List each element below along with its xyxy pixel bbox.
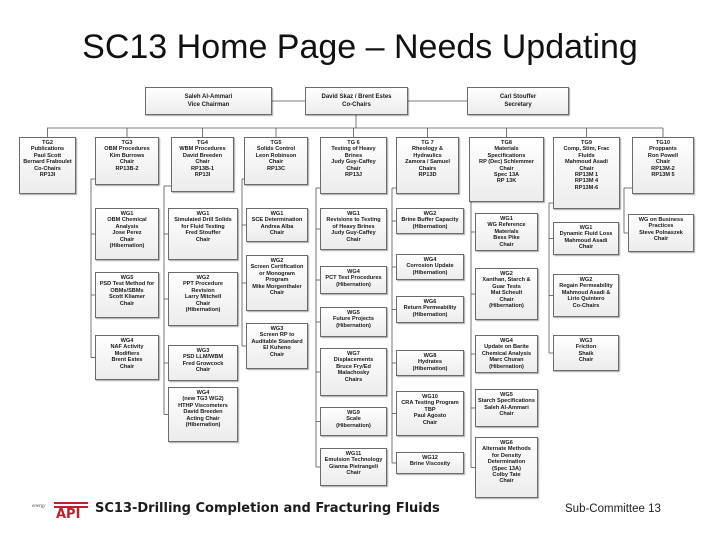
wg-box-c5d (396, 350, 464, 376)
box-line: Program (265, 277, 289, 284)
box-line: Chair (119, 159, 135, 166)
box-line: Solids Control (256, 146, 296, 153)
box-line: WG1 (500, 216, 513, 222)
box-line: Chair (499, 241, 514, 248)
box-line: (Hibernation) (336, 322, 371, 329)
box-line: or Monogram (259, 270, 295, 277)
wg-box-c4c (320, 307, 387, 337)
box-line: RP13J (344, 172, 363, 179)
box-line: Analysis (115, 223, 139, 230)
box-line: Scott Kliamer (108, 294, 146, 301)
box-line: (Hibernation) (109, 243, 145, 250)
box-line: Alternate Methods (482, 446, 531, 453)
box-line: NAF Activity (110, 344, 144, 351)
box-line: WG4 (120, 338, 134, 344)
box-line: Hydraulics (413, 152, 442, 159)
box-line: Leon Robinson (255, 152, 297, 159)
box-line: Proppants (649, 146, 677, 153)
box-line: Dynamic Fluid Loss (559, 231, 613, 238)
box-line: Chair (269, 230, 285, 237)
box-line: Chair (499, 296, 514, 303)
box-line: SCE Determination (251, 217, 303, 224)
wg-box-c5a (396, 208, 464, 234)
logo-bar-1 (54, 502, 88, 504)
box-line: RP13I (39, 172, 56, 179)
box-line: WG7 (347, 351, 360, 357)
box-line: RP13M 1 (574, 172, 599, 179)
box-line: TG3 (121, 140, 133, 146)
box-line: Future Projects (332, 316, 375, 323)
box-line: Chair (195, 159, 210, 166)
box-line: Revision (191, 287, 215, 294)
box-line: Gianna Pietrangeli (328, 463, 379, 470)
wg-box-c5b (396, 254, 464, 280)
box-line: Xanthan, Starch & (482, 277, 531, 284)
box-line: Chair (195, 236, 211, 243)
box-line: Emulsion Technology (324, 457, 383, 464)
box-line: Materials (494, 228, 519, 235)
box-line: WG4 (347, 269, 360, 275)
box-line: Larry Mitchell (184, 294, 222, 301)
box-line: RP13M 4 (574, 178, 599, 185)
box-line: David Breeden (182, 152, 223, 159)
box-line: Determination (487, 459, 526, 466)
box-line: Bernard Fraboulet (23, 159, 72, 166)
page-title: SC13 Home Page – Needs Updating (82, 28, 638, 66)
box-line: RP 13K (496, 178, 517, 185)
box-line: Chair (653, 236, 669, 243)
wg-box-c2b (168, 272, 238, 326)
wg-box-c2c (168, 345, 238, 381)
wg-box-c2a (168, 208, 238, 260)
box-line: Displacements (333, 357, 374, 364)
box-line: WG on Business (638, 217, 684, 223)
tg-box-tg10 (632, 137, 694, 194)
box-line: WG1 (120, 211, 134, 217)
box-line: Mike Morgenthaler (252, 283, 302, 290)
box-line: TBP (424, 406, 436, 413)
box-line: Mahmoud Asadi (564, 237, 608, 244)
box-line: Chair (195, 300, 211, 307)
top-box-cochairs (305, 87, 408, 115)
box-line: (Hibernation) (336, 281, 371, 288)
wg-box-c1c (95, 335, 159, 380)
box-line: (Hibernation) (412, 365, 448, 372)
box-line: Auditable Standard (251, 338, 303, 345)
box-line: Mat Scheult (490, 290, 523, 297)
wg-box-c5c (396, 296, 464, 323)
box-line: Fred Stouffer (185, 230, 221, 237)
box-line: Comp, Stim, Frac (563, 146, 610, 153)
box-line: (Hibernation) (412, 223, 448, 230)
logo-prefix: energy (32, 504, 46, 509)
box-line: Secretary (504, 102, 532, 108)
box-line: Testing of Heavy (331, 146, 376, 153)
wg-box-c5e (396, 391, 464, 436)
box-line: (Hibernation) (336, 422, 371, 429)
box-line: Hydrates (418, 359, 442, 366)
box-line: WG3 (270, 326, 284, 332)
wg-box-c6e (475, 437, 538, 498)
box-line: Colby Tate (492, 472, 521, 479)
box-line: Chair (346, 470, 361, 477)
box-line: WG12 (422, 455, 438, 461)
box-line: Chair (422, 419, 438, 426)
box-line: TG4 (197, 140, 208, 146)
box-line: Saleh Al-Ammari (184, 94, 233, 100)
box-line: Spec 13A (493, 172, 520, 179)
wg-box-c4d (320, 348, 387, 396)
box-line: Chair (655, 159, 671, 166)
top-box-vice (145, 87, 272, 115)
box-line: PSD Test Method for (99, 281, 155, 288)
box-line: WG9 (347, 410, 360, 416)
box-line: Chair (269, 290, 285, 297)
box-line: Simulated Drill Solids (174, 217, 232, 224)
box-line: Bess Pike (493, 235, 520, 242)
box-line: CRA Testing Program (401, 400, 459, 407)
box-line: Zamora / Samuel (405, 159, 450, 166)
wg-box-c6a (475, 213, 538, 251)
box-line: Vice Chairman (187, 102, 230, 108)
box-line: Screen RP to (259, 332, 295, 339)
box-line: WG3 (196, 348, 210, 354)
box-line: RP13D (418, 172, 437, 179)
box-line: Ron Powell (647, 152, 679, 159)
box-line: Regain Permeability (559, 283, 613, 290)
box-line: PSD LLM/WBM (182, 354, 224, 361)
box-line: TG5 (270, 140, 282, 146)
box-line: Paul Scott (33, 152, 62, 159)
box-line: TG2 (42, 140, 53, 146)
box-line: Chairs (344, 376, 363, 383)
wg-box-c7a (553, 222, 619, 255)
wg-box-c4b (320, 266, 387, 294)
box-line: (Hibernation) (412, 269, 448, 276)
box-line: HTHP Viscometers (178, 402, 228, 409)
tg-box-tg5 (244, 137, 308, 185)
box-line: Co-Chairs (342, 102, 371, 108)
box-line: Materials (494, 146, 519, 153)
footer-subcommittee: Sub-Committee 13 (565, 503, 661, 515)
wg-box-c7c (553, 335, 619, 371)
box-line: (Hibernation) (489, 303, 524, 310)
wg-box-c6d (475, 389, 538, 427)
box-line: Fred Growcock (182, 360, 224, 367)
box-line: RP (Dec) Schlemmer (479, 159, 534, 166)
box-line: Publications (30, 146, 65, 153)
box-line: Co-Chairs (34, 165, 61, 172)
box-line: Carl Stouffer (499, 94, 537, 100)
box-line: Scale (346, 416, 361, 423)
box-line: of Heavy Brines (332, 223, 375, 230)
wg-box-c2d (168, 387, 238, 442)
box-line: Friction (575, 344, 597, 351)
tg-box-tg9 (553, 137, 620, 209)
wg-box-c1a (95, 208, 159, 260)
box-line: Specifications (487, 152, 526, 159)
box-line: TG8 (501, 140, 512, 146)
box-line: Chair (346, 165, 361, 172)
box-line: Modifiers (114, 350, 140, 357)
box-line: WG1 (347, 211, 360, 217)
box-line: Bruce Fry/Ed (336, 363, 371, 370)
box-line: RP13B-2 (115, 165, 139, 172)
box-line: Corrosion Update (406, 263, 454, 270)
wg-box-c3c (246, 323, 308, 369)
box-line: Chair (119, 236, 135, 243)
box-line: Return Permeability (403, 305, 457, 312)
box-line: (Spec 13A) (492, 465, 521, 472)
box-line: TG 6 (347, 140, 360, 146)
box-line: PCT Test Procedures (325, 275, 382, 282)
box-line: Shaik (578, 350, 594, 357)
box-line: Co-Chairs (572, 302, 600, 309)
box-line: Chair (499, 478, 514, 485)
box-line: Chair (499, 165, 514, 172)
wg-box-c6b (475, 268, 538, 320)
wg-box-c1b (95, 272, 159, 318)
box-line: Mahmoud Asadi & (561, 289, 611, 296)
box-line: for Density (491, 452, 522, 459)
box-line: Chairs (418, 165, 437, 172)
box-line: Lirio Quintero (567, 296, 605, 303)
box-line: Mahmoud Asadi (565, 159, 608, 166)
box-line: David Breeden (183, 409, 223, 416)
box-line: WG6 (500, 440, 513, 446)
box-line: (Hibernation) (412, 311, 448, 318)
box-line: Jose Perez (112, 230, 142, 237)
box-line: RP13I (194, 172, 211, 179)
box-line: WG2 (270, 258, 284, 264)
tg-box-tg6 (320, 137, 387, 194)
tg-box-tg8 (469, 137, 544, 202)
box-line: Judy Guy-Caffey (331, 230, 376, 237)
box-line: (Hibernation) (489, 363, 524, 370)
box-line: Chair (119, 363, 135, 370)
wg-box-c4f (320, 448, 387, 486)
wg-box-c4a (320, 208, 387, 250)
box-line: Chair (579, 165, 594, 172)
tg-box-tg7 (396, 137, 459, 194)
box-line: Guar Tests (492, 283, 521, 290)
wg-box-c5f (396, 452, 464, 474)
box-line: Practices (648, 223, 674, 230)
box-line: Chair (268, 159, 284, 166)
box-line: WG2 (500, 271, 513, 277)
wg-box-c3b (246, 255, 308, 311)
box-line: Chair (499, 411, 514, 418)
top-box-secretary (467, 87, 569, 115)
box-line: (Hibernation) (185, 422, 221, 429)
box-line: Chair (346, 236, 361, 243)
box-line: Brines (344, 152, 363, 159)
box-line: Chair (269, 351, 285, 358)
box-line: WG3 (579, 338, 593, 344)
box-line: Fluids (578, 152, 595, 159)
box-line: WG1 (270, 211, 284, 217)
wg-box-c8a (628, 214, 694, 252)
box-line: OBM Procedures (104, 146, 150, 153)
box-line: Malachosky (337, 370, 370, 377)
box-line: Starch Specifications (478, 398, 535, 405)
box-line: Andrea Alba (260, 223, 294, 230)
box-line: Screen Certification (250, 264, 304, 271)
wg-box-c7b (553, 274, 619, 317)
box-line: WG5 (500, 392, 513, 398)
box-line: WG2 (196, 275, 210, 281)
box-line: TG 7 (421, 140, 434, 146)
footer-program: SC13-Drilling Completion and Fracturing Fluids (95, 501, 440, 516)
box-line: Saleh Al-Ammari (484, 404, 529, 411)
tg-box-tg4 (171, 137, 234, 192)
box-line: WBM Procedures (179, 146, 226, 153)
box-line: PPT Procedure (182, 281, 224, 288)
api-logo (32, 498, 90, 520)
box-line: RP13M-2 (651, 165, 675, 172)
box-line: Revisions to Testing (326, 217, 381, 224)
tg-box-tg2 (19, 137, 76, 194)
box-line: Brine Buffer Capacity (401, 217, 459, 224)
box-line: for Fluid Testing (181, 223, 225, 230)
box-line: WG5 (120, 275, 134, 281)
box-line: OBM Chemical (107, 217, 147, 224)
wg-box-c6c (475, 335, 538, 373)
box-line: Rheology & (411, 146, 444, 153)
box-line: WG8 (423, 353, 437, 359)
box-line: David Skaz / Brent Estes (321, 94, 392, 100)
wg-box-c3a (246, 208, 308, 242)
box-line: WG2 (579, 277, 593, 283)
box-line: Chair (578, 357, 594, 364)
box-line: Steve Polnaszek (639, 229, 683, 236)
box-line: WG4 (196, 390, 210, 396)
box-line: Chair (578, 244, 594, 251)
wg-box-c4e (320, 407, 387, 436)
box-line: WG10 (422, 394, 438, 400)
box-line: El Kuheno (263, 345, 291, 352)
box-line: WG2 (423, 211, 437, 217)
box-line: WG4 (423, 257, 437, 263)
box-line: Chemical Analysis (481, 350, 532, 357)
box-line: Chair (195, 367, 211, 374)
box-line: WG1 (579, 225, 593, 231)
box-line: Brent Estes (111, 357, 143, 364)
box-line: RP13M 5 (651, 172, 675, 179)
box-line: Marc Churan (489, 357, 524, 364)
box-line: Chair (119, 300, 135, 307)
box-line: WG1 (196, 211, 210, 217)
box-line: (new TG3 WG2) (182, 396, 224, 403)
box-line: (Hibernation) (185, 307, 221, 314)
box-line: TG9 (581, 140, 592, 146)
box-line: Update on Barite (484, 344, 529, 351)
logo-letters: API (56, 507, 81, 520)
box-line: RP13B-1 (190, 165, 214, 172)
box-line: Paul Agosto (413, 413, 447, 420)
box-line: WG4 (500, 338, 513, 344)
tg-box-tg3 (95, 137, 159, 185)
box-line: WG5 (347, 310, 360, 316)
box-line: RP13M-6 (574, 184, 599, 191)
box-line: Judy Guy-Caffey (331, 159, 376, 166)
box-line: Acting Chair (186, 415, 220, 422)
box-line: Brine Viscosity (409, 461, 451, 468)
box-line: RP13C (266, 165, 286, 172)
box-line: TG10 (656, 140, 670, 146)
box-line: WG Reference (487, 222, 526, 229)
box-line: WG11 (345, 451, 362, 457)
box-line: OBMs/SBMs (110, 287, 144, 294)
box-line: Kim Burrows (109, 152, 145, 159)
box-line: WG6 (423, 299, 437, 305)
